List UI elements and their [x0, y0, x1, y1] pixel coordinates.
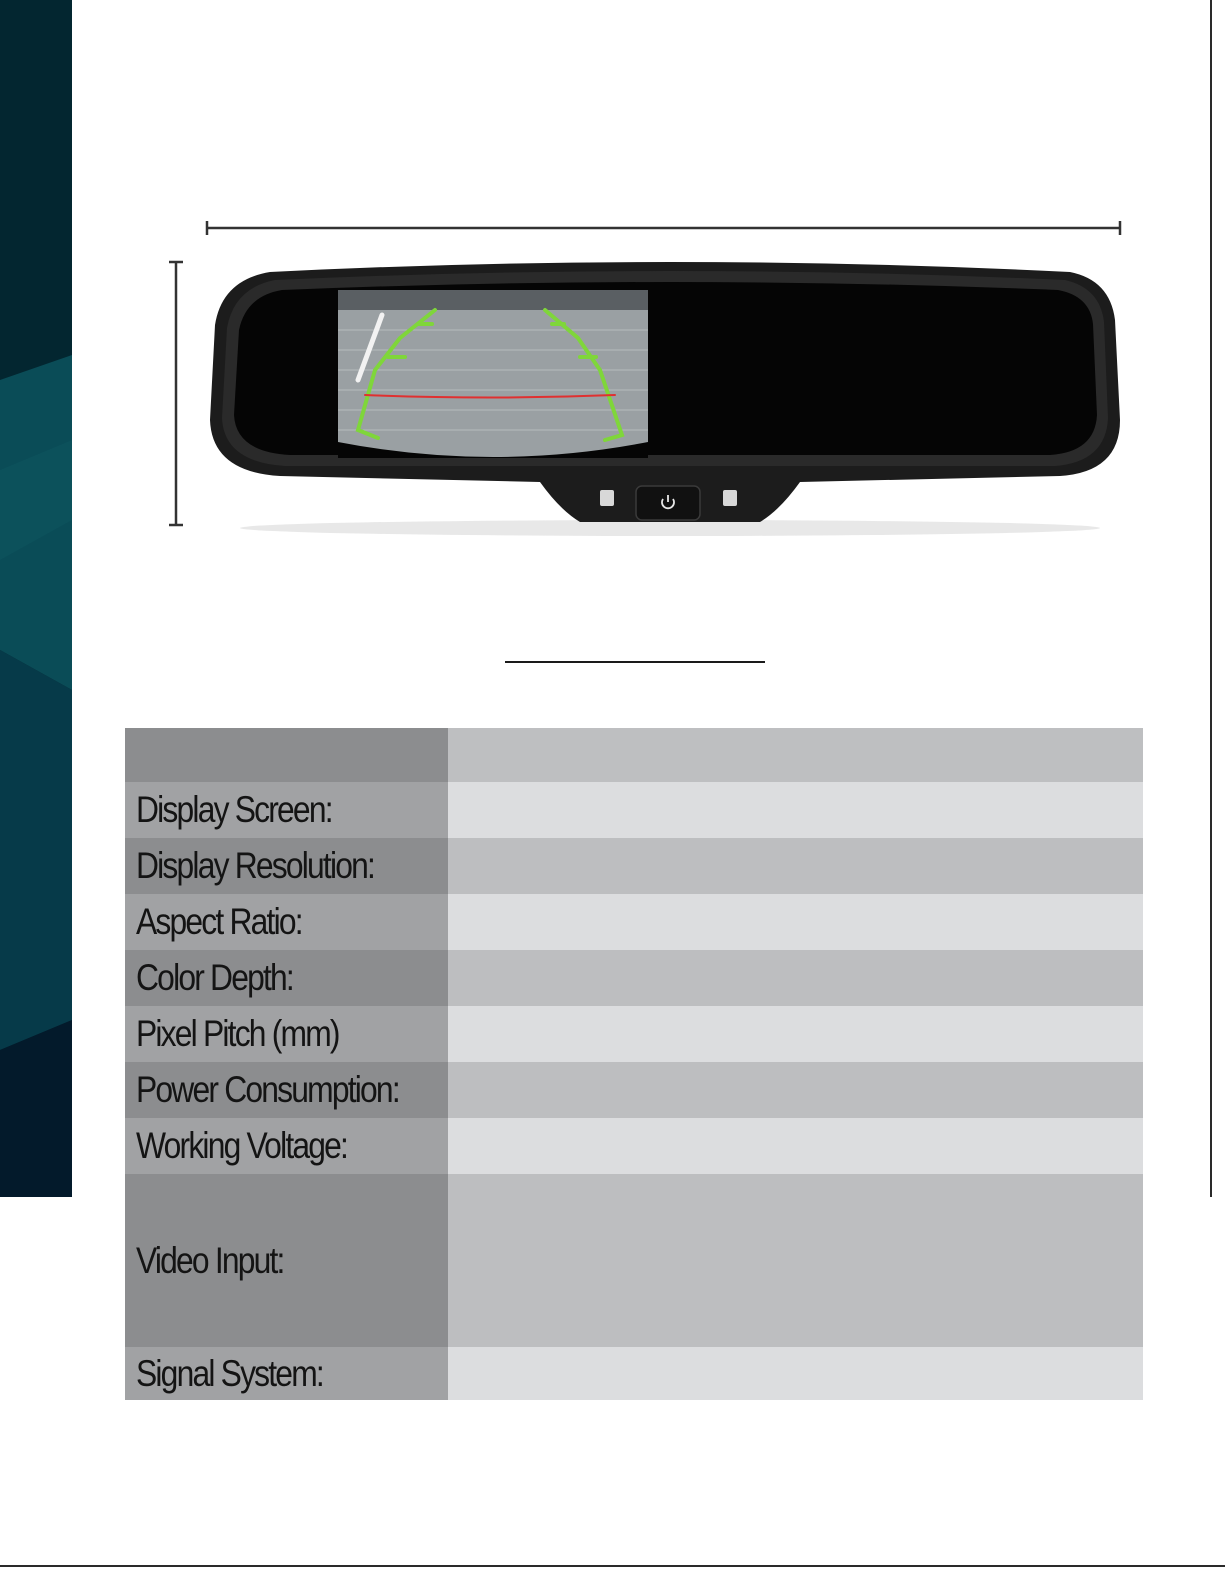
spec-value [448, 1118, 1143, 1174]
spec-table [125, 728, 1143, 1400]
spec-label: Video Input: [125, 1174, 448, 1347]
header-label-cell [125, 728, 448, 782]
spec-value [448, 1174, 1143, 1347]
right-edge-rule [1210, 0, 1212, 1197]
header-value-cell [448, 728, 1143, 782]
mirror-body [210, 262, 1120, 522]
table-row [125, 894, 1143, 950]
decorative-sidebar [0, 0, 72, 1197]
table-row [125, 1118, 1143, 1174]
right-button [723, 490, 737, 506]
table-row [125, 782, 1143, 838]
table-row [125, 950, 1143, 1006]
table-row [125, 838, 1143, 894]
bottom-edge-rule [0, 1565, 1225, 1567]
spec-label: Display Resolution: [125, 838, 448, 894]
mirror-monitor-illustration [160, 210, 1140, 550]
spec-value [448, 782, 1143, 838]
spec-value [448, 838, 1143, 894]
spec-value [448, 950, 1143, 1006]
table-row [125, 1006, 1143, 1062]
spec-label: Signal System: [125, 1347, 448, 1400]
spec-value [448, 1006, 1143, 1062]
left-button [600, 490, 614, 506]
section-heading-underline [505, 661, 765, 663]
table-row [125, 1347, 1143, 1400]
height-dimension-line [169, 262, 183, 525]
spec-label: Pixel Pitch (mm) [125, 1006, 448, 1062]
spec-label: Display Screen: [125, 782, 448, 838]
width-dimension-line [207, 221, 1120, 235]
spec-value [448, 1347, 1143, 1400]
spec-label: Power Consumption: [125, 1062, 448, 1118]
spec-label: Color Depth: [125, 950, 448, 1006]
table-header-row [125, 728, 1143, 782]
spec-value [448, 894, 1143, 950]
spec-label: Working Voltage: [125, 1118, 448, 1174]
spec-value [448, 1062, 1143, 1118]
spec-label: Aspect Ratio: [125, 894, 448, 950]
table-row [125, 1062, 1143, 1118]
table-row [125, 1174, 1143, 1347]
